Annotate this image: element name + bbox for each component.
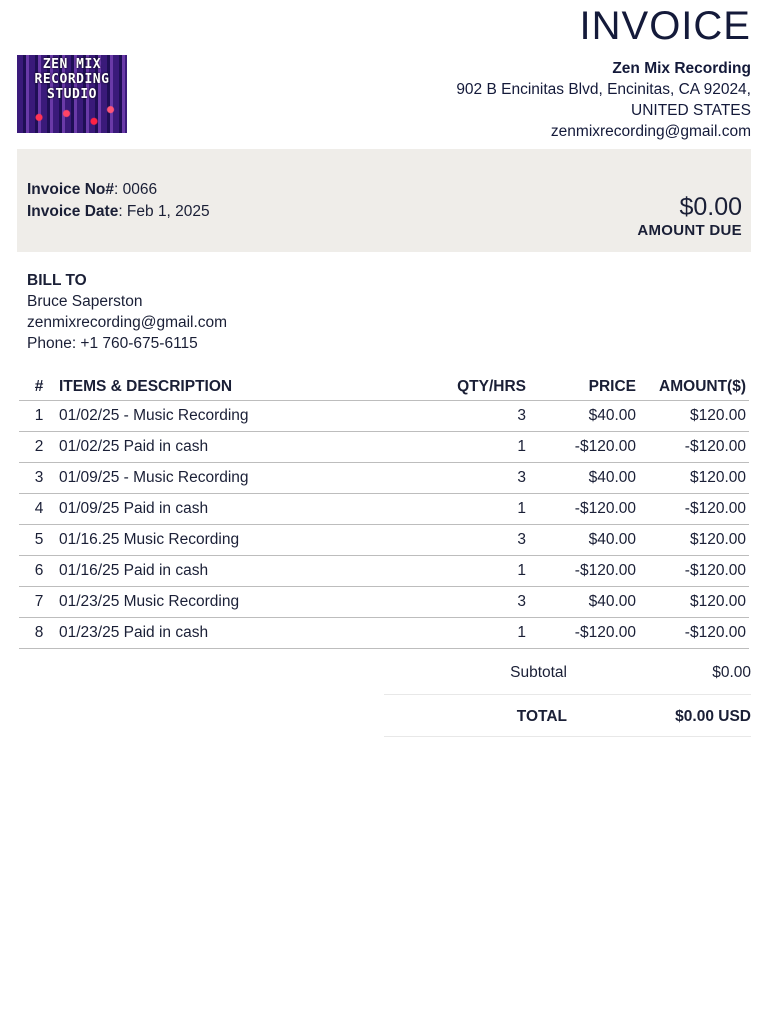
invoice-number: : 0066 xyxy=(114,181,158,198)
row-qty: 3 xyxy=(426,401,526,432)
row-qty: 3 xyxy=(426,587,526,618)
document-title: INVOICE xyxy=(579,4,751,48)
subtotal-row xyxy=(384,653,751,695)
row-amount: $120.00 xyxy=(636,463,749,494)
header-amount: AMOUNT($) xyxy=(636,373,749,401)
bill-to-heading: BILL TO xyxy=(27,272,87,289)
row-amount: -$120.00 xyxy=(636,618,749,649)
row-amount: $120.00 xyxy=(636,401,749,432)
invoice-summary-band xyxy=(17,149,751,252)
row-description: 01/09/25 - Music Recording xyxy=(59,463,426,494)
invoice-number-row xyxy=(27,179,210,201)
row-amount: -$120.00 xyxy=(636,556,749,587)
row-amount: -$120.00 xyxy=(636,432,749,463)
row-qty: 1 xyxy=(426,432,526,463)
row-number: 8 xyxy=(19,618,59,649)
amount-due-block xyxy=(637,192,742,239)
invoice-number-label: Invoice No# xyxy=(27,181,114,198)
row-number: 5 xyxy=(19,525,59,556)
row-description: 01/16/25 Paid in cash xyxy=(59,556,426,587)
total-value: $0.00 USD xyxy=(675,708,751,725)
bill-to-phone: Phone: +1 760-675-6115 xyxy=(27,335,198,352)
row-qty: 1 xyxy=(426,618,526,649)
table-row xyxy=(19,432,749,463)
row-qty: 1 xyxy=(426,556,526,587)
table-row xyxy=(19,401,749,432)
row-price: -$120.00 xyxy=(526,556,636,587)
row-description: 01/16.25 Music Recording xyxy=(59,525,426,556)
header-number: # xyxy=(19,373,59,401)
row-price: -$120.00 xyxy=(526,618,636,649)
row-description: 01/23/25 Music Recording xyxy=(59,587,426,618)
table-row xyxy=(19,618,749,649)
row-price: $40.00 xyxy=(526,587,636,618)
row-qty: 3 xyxy=(426,463,526,494)
totals-section xyxy=(384,653,751,737)
row-description: 01/23/25 Paid in cash xyxy=(59,618,426,649)
table-row xyxy=(19,463,749,494)
row-price: -$120.00 xyxy=(526,432,636,463)
company-info xyxy=(456,58,751,142)
row-number: 1 xyxy=(19,401,59,432)
invoice-date-row xyxy=(27,201,210,223)
header-description: ITEMS & DESCRIPTION xyxy=(59,373,426,401)
row-amount: $120.00 xyxy=(636,525,749,556)
header-qty: QTY/HRS xyxy=(426,373,526,401)
table-row xyxy=(19,587,749,618)
row-number: 4 xyxy=(19,494,59,525)
bill-to-section xyxy=(27,270,227,354)
table-row xyxy=(19,525,749,556)
studio-logo xyxy=(17,55,127,133)
total-row xyxy=(384,695,751,737)
total-label: TOTAL xyxy=(516,708,567,725)
company-address-line1: 902 B Encinitas Blvd, Encinitas, CA 92024, xyxy=(456,81,751,98)
row-qty: 1 xyxy=(426,494,526,525)
row-price: -$120.00 xyxy=(526,494,636,525)
amount-due-value: $0.00 xyxy=(679,193,742,221)
invoice-meta xyxy=(27,179,210,223)
row-number: 3 xyxy=(19,463,59,494)
invoice-date: : Feb 1, 2025 xyxy=(118,203,210,220)
company-email: zenmixrecording@gmail.com xyxy=(550,123,751,140)
row-description: 01/02/25 Paid in cash xyxy=(59,432,426,463)
header-price: PRICE xyxy=(526,373,636,401)
amount-due-label: AMOUNT DUE xyxy=(637,222,742,239)
line-items-table xyxy=(19,373,749,649)
table-header-row xyxy=(19,373,749,401)
company-name: Zen Mix Recording xyxy=(612,60,751,77)
row-description: 01/09/25 Paid in cash xyxy=(59,494,426,525)
row-qty: 3 xyxy=(426,525,526,556)
bill-to-name: Bruce Saperston xyxy=(27,293,143,310)
row-number: 7 xyxy=(19,587,59,618)
table-row xyxy=(19,494,749,525)
company-address-line2: UNITED STATES xyxy=(631,102,751,119)
row-price: $40.00 xyxy=(526,401,636,432)
bill-to-email: zenmixrecording@gmail.com xyxy=(27,314,228,331)
row-description: 01/02/25 - Music Recording xyxy=(59,401,426,432)
subtotal-value: $0.00 xyxy=(712,664,751,681)
row-amount: $120.00 xyxy=(636,587,749,618)
invoice-date-label: Invoice Date xyxy=(27,203,119,220)
row-price: $40.00 xyxy=(526,525,636,556)
row-amount: -$120.00 xyxy=(636,494,749,525)
row-number: 2 xyxy=(19,432,59,463)
row-number: 6 xyxy=(19,556,59,587)
row-price: $40.00 xyxy=(526,463,636,494)
table-row xyxy=(19,556,749,587)
logo-text: ZEN MIX RECORDING STUDIO xyxy=(34,57,110,102)
subtotal-label: Subtotal xyxy=(510,664,567,681)
